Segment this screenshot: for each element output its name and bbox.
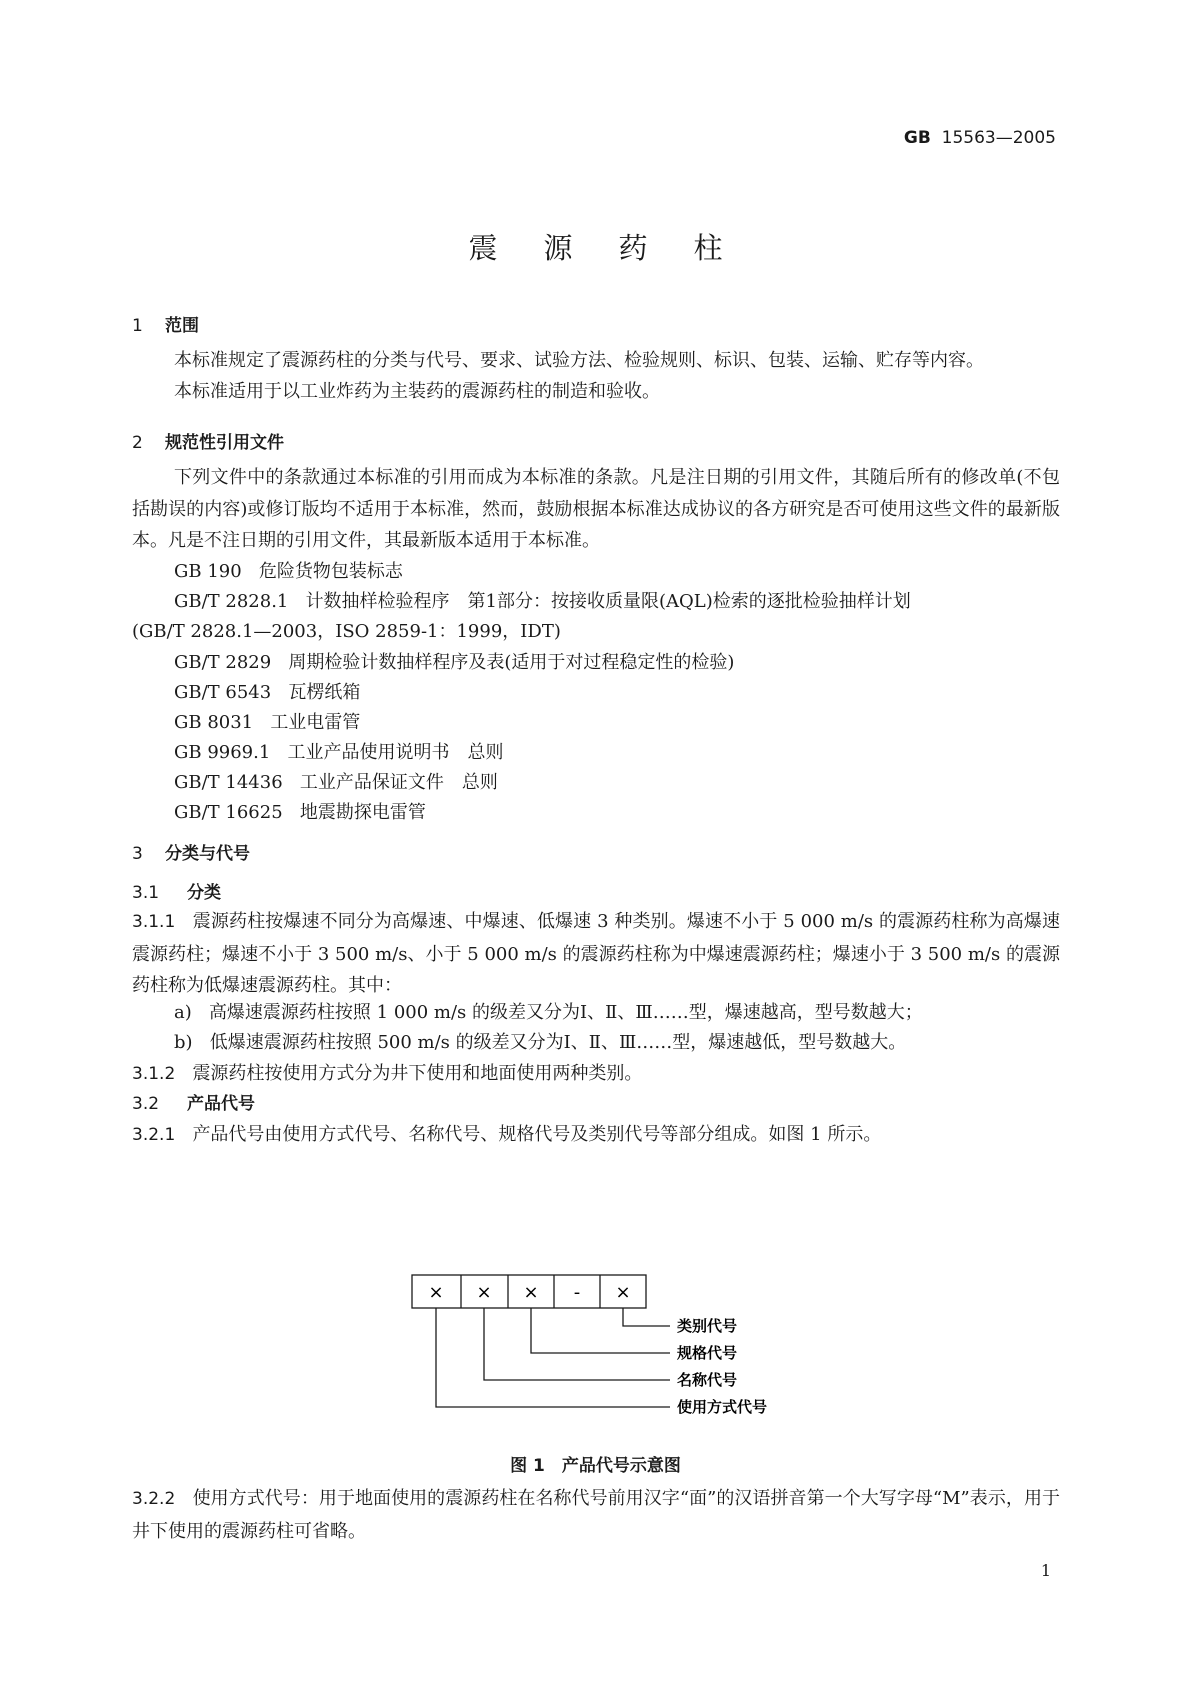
list-label: b)	[174, 1032, 193, 1053]
standard-code-prefix: GB	[903, 128, 931, 148]
section-2-heading	[132, 428, 284, 453]
list-text: 低爆速震源药柱按照 500 m/s 的级差又分为Ⅰ、Ⅱ、Ⅲ……型，爆速越低，型号数越大。	[209, 1032, 907, 1053]
code-box-row	[412, 1275, 646, 1308]
ref-title: 瓦楞纸箱	[288, 682, 361, 703]
clause-3-1-2	[132, 1059, 642, 1085]
ref-code: GB 9969.1	[174, 742, 271, 763]
subsection-3-2-heading	[132, 1089, 255, 1114]
section-3-heading	[132, 839, 250, 864]
ref-title: 工业产品使用说明书 总则	[287, 742, 504, 763]
clause-number: 3.2.1	[132, 1125, 176, 1145]
section-title: 范围	[165, 316, 199, 336]
ref-item	[174, 798, 426, 824]
list-text: 高爆速震源药柱按照 1 000 m/s 的级差又分为Ⅰ、Ⅱ、Ⅲ……型，爆速越高，型号数越大；	[208, 1002, 923, 1023]
ref-code: GB/T 6543	[174, 682, 272, 703]
ref-code: GB/T 14436	[174, 772, 283, 793]
clause-text: 产品代号由使用方式代号、名称代号、规格代号及类别代号等部分组成。如图 1 所示。	[192, 1124, 882, 1145]
product-code-diagram	[0, 1270, 1191, 1420]
clause-3-2-2	[132, 1483, 1060, 1547]
ref-title: 工业产品保证文件 总则	[299, 772, 498, 793]
code-box-symbol: -	[573, 1282, 581, 1303]
list-item	[174, 998, 923, 1024]
ref-item	[174, 708, 360, 734]
code-box-symbol: ×	[615, 1282, 631, 1303]
page-number: 1	[1040, 1561, 1051, 1580]
section-1-heading	[132, 311, 199, 336]
ref-code: GB/T 2829	[174, 652, 272, 673]
clause-text: 震源药柱按使用方式分为井下使用和地面使用两种类别。	[192, 1063, 643, 1084]
clause-text: 使用方式代号：用于地面使用的震源药柱在名称代号前用汉字“面”的汉语拼音第一个大写字母“M”表示，用于井下使用的震源药柱可省略。	[132, 1488, 1060, 1542]
document-title: 震源药柱	[468, 231, 769, 265]
figure-caption: 图 1 产品代号示意图	[510, 1456, 681, 1476]
ref-item	[174, 648, 734, 674]
leader-line	[531, 1308, 670, 1353]
clause-3-2-1	[132, 1120, 881, 1146]
section-title: 分类与代号	[165, 844, 250, 864]
ref-code: GB 190	[174, 561, 242, 582]
section-number: 3	[132, 844, 143, 864]
standard-code-number: 15563—2005	[941, 128, 1056, 148]
ref-item	[174, 738, 503, 764]
clause-number: 3.1.2	[132, 1064, 176, 1084]
code-box-symbol: ×	[476, 1282, 492, 1303]
subsection-title: 分类	[187, 883, 221, 903]
figure-label: 规格代号	[677, 1344, 738, 1362]
ref-item	[174, 768, 498, 794]
section-number: 2	[132, 433, 143, 453]
ref-code: GB/T 2828.1	[174, 591, 289, 612]
ref-item-continuation	[132, 617, 561, 643]
figure-label: 类别代号	[677, 1317, 738, 1335]
ref-code: GB 8031	[174, 712, 254, 733]
section-2-intro: 下列文件中的条款通过本标准的引用而成为本标准的条款。凡是注日期的引用文件，其随后所有的修改单(不包括勘误的内容)或修订版均不适用于本标准，然而，鼓励根据本标准达成协议的各方研究是否可使用这些文件的最新版本。凡是不注日期的引用文件，其最新版本适用于本标准。	[132, 467, 1060, 551]
code-box-symbol: ×	[428, 1282, 444, 1303]
ref-title: 计数抽样检验程序 第1部分：按接收质量限(AQL)检索的逐批检验抽样计划	[305, 591, 911, 612]
leader-line	[623, 1308, 670, 1326]
figure-label: 使用方式代号	[677, 1398, 768, 1416]
leader-line	[436, 1308, 670, 1407]
ref-item	[174, 678, 360, 704]
section-1-paragraph-2: 本标准适用于以工业炸药为主装药的震源药柱的制造和验收。	[174, 381, 660, 402]
list-item	[174, 1028, 906, 1054]
ref-title: 危险货物包装标志	[258, 561, 403, 582]
code-box-symbol: ×	[523, 1282, 539, 1303]
ref-title: 地震勘探电雷管	[299, 802, 426, 823]
subsection-number: 3.1	[132, 883, 160, 903]
ref-item	[174, 557, 403, 583]
section-1-paragraph-1: 本标准规定了震源药柱的分类与代号、要求、试验方法、检验规则、标识、包装、运输、贮存等内容。	[174, 350, 984, 371]
clause-3-1-1	[132, 906, 1060, 1002]
ref-title: (GB/T 2828.1—2003，ISO 2859-1：1999，IDT)	[132, 621, 561, 642]
clause-text: 震源药柱按爆速不同分为高爆速、中爆速、低爆速 3 种类别。爆速不小于 5 000 m/s 的震源药柱称为高爆速震源药柱；爆速不小于 3 500 m/s、小于 5 000 m/s 的震源药柱称为中爆速震源药柱；爆速小于 3 500 m/s 的震源药柱称为低爆速震源药柱。其中：	[132, 911, 1060, 996]
ref-code: GB/T 16625	[174, 802, 283, 823]
subsection-number: 3.2	[132, 1094, 160, 1114]
ref-title: 工业电雷管	[270, 712, 361, 733]
subsection-title: 产品代号	[187, 1094, 255, 1114]
section-number: 1	[132, 316, 143, 336]
clause-number: 3.2.2	[132, 1489, 176, 1509]
ref-title: 周期检验计数抽样程序及表(适用于对过程稳定性的检验)	[288, 652, 735, 673]
subsection-3-1-heading	[132, 878, 221, 903]
section-title: 规范性引用文件	[165, 433, 284, 453]
ref-item	[174, 587, 911, 613]
clause-number: 3.1.1	[132, 912, 176, 932]
leader-lines	[436, 1308, 670, 1407]
leader-line	[484, 1308, 670, 1380]
list-label: a)	[174, 1002, 192, 1023]
standard-code	[904, 128, 1056, 148]
figure-label: 名称代号	[677, 1371, 738, 1389]
